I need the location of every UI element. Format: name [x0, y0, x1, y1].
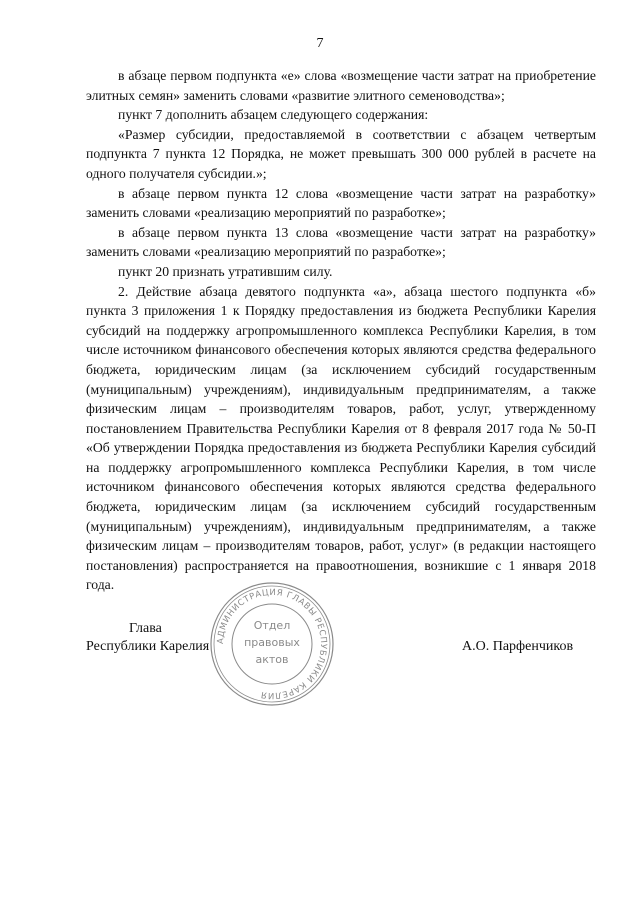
paragraph: пункт 20 признать утратившим силу. [118, 263, 333, 279]
stamp-seal [208, 580, 336, 708]
signatory-name: А.О. Парфенчиков [462, 639, 574, 654]
paragraph: в абзаце первом подпункта «е» слова «возмещение части затрат на приобретение элитных семян» заменить словами «развитие элитного семеноводства»; [86, 68, 596, 103]
stamp-center-line: правовых [244, 636, 300, 649]
paragraph: «Размер субсидии, предоставляемой в соответствии с абзацем четвертым подпункта 7 пункта 12 Порядка, не может превышать 300 000 рублей в расчете на одного получателя субсидии.»; [86, 126, 596, 181]
page-number: 7 [316, 36, 324, 51]
paragraph: 2. Действие абзаца девятого подпункта «а», абзаца шестого подпункта «б» пункта 3 приложения 1 к Порядку предоставления из бюджета Республики Карелия субсидий на поддержку агропромышленного комплекса Республики Карелия, в том числе источником финансового обеспечения которых являются средства федерального бюджета, юридическим лицам (за исключением субсидий государственным (муниципальным) учреждениям), индивидуальным предпринимателям, а также физическим лицам – производителям товаров, работ, услуг, утвержденному постановлением Правительства Республики Карелия от 8 февраля 2017 года № 50-П «Об утверждении Порядка предоставления из бюджета Республики Карелия субсидий на поддержку агропромышленного комплекса Республики Карелия, в том числе источником финансового обеспечения которых являются средства федерального бюджета, юридическим лицам (за исключением субсидий государственным (муниципальным) учреждениям), индивидуальным предпринимателям, а также физическим лицам – производителям товаров, работ, услуг» (в редакции настоящего постановления) распространяется на правоотношения, возникшие с 1 января 2018 года. [86, 283, 596, 593]
stamp-center-line: Отдел [253, 619, 291, 632]
paragraph: пункт 7 дополнить абзацем следующего содержания: [118, 107, 429, 123]
signature-title: Глава [129, 621, 162, 636]
document-body [86, 66, 596, 595]
stamp-center-line: актов [255, 653, 289, 666]
stamp-ring-text: АДМИНИСТРАЦИЯ ГЛАВЫ РЕСПУБЛИКИ КАРЕЛИЯ [215, 587, 329, 701]
paragraph: в абзаце первом пункта 13 слова «возмещение части затрат на разработку» заменить словами «реализацию мероприятий по разработке»; [86, 224, 596, 260]
official-stamp [208, 580, 336, 708]
signature-organization: Республики Карелия [86, 639, 210, 654]
paragraph: в абзаце первом пункта 12 слова «возмещение части затрат на разработку» заменить словами «реализацию мероприятий по разработке»; [86, 185, 596, 221]
